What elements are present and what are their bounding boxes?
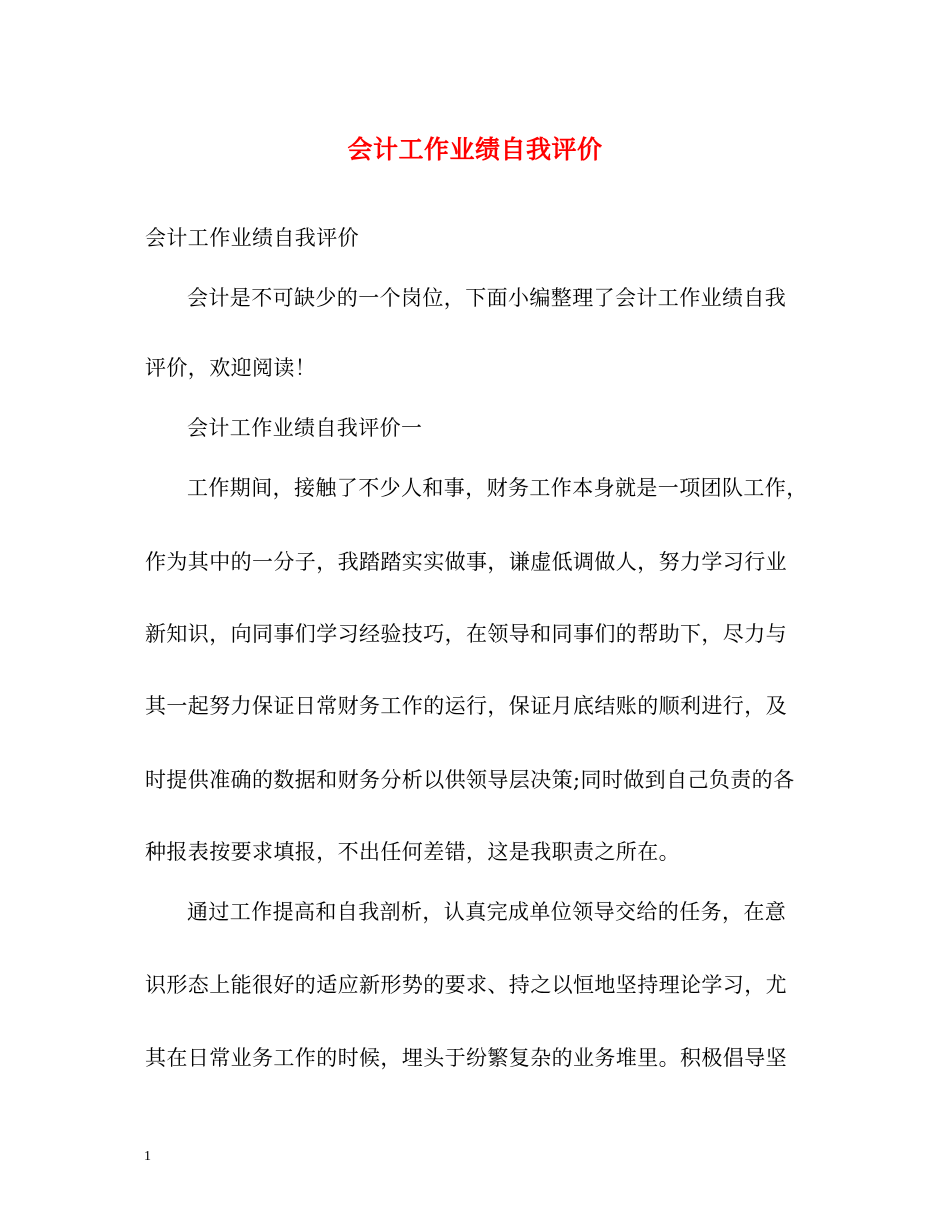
paragraph-line: 种报表按要求填报，不出任何差错，这是我职责之所在。: [145, 840, 680, 864]
subtitle-line: 会计工作业绩自我评价: [145, 226, 359, 250]
paragraph-line: 新知识，向同事们学习经验技巧，在领导和同事们的帮助下，尽力与: [145, 622, 787, 646]
paragraph-line: 会计是不可缺少的一个岗位，下面小编整理了会计工作业绩自我: [187, 286, 787, 310]
document-title: 会计工作业绩自我评价: [347, 135, 603, 164]
paragraph-line: 作为其中的一分子，我踏踏实实做事，谦虚低调做人，努力学习行业: [145, 550, 787, 574]
section-heading: 会计工作业绩自我评价一: [187, 416, 423, 440]
paragraph-line: 时提供准确的数据和财务分析以供领导层决策;同时做到自己负责的各: [145, 768, 795, 792]
paragraph-line: 评价，欢迎阅读！: [145, 356, 317, 380]
paragraph-line: 其在日常业务工作的时候，埋头于纷繁复杂的业务堆里。积极倡导坚: [145, 1046, 787, 1070]
page-number: 1: [144, 1149, 151, 1164]
paragraph-line: 通过工作提高和自我剖析，认真完成单位领导交给的任务，在意: [187, 900, 787, 924]
paragraph-line: 工作期间，接触了不少人和事，财务工作本身就是一项团队工作，: [187, 476, 808, 500]
paragraph-line: 其一起努力保证日常财务工作的运行，保证月底结账的顺利进行，及: [145, 694, 787, 718]
paragraph-line: 识形态上能很好的适应新形势的要求、持之以恒地坚持理论学习，尤: [145, 973, 787, 997]
